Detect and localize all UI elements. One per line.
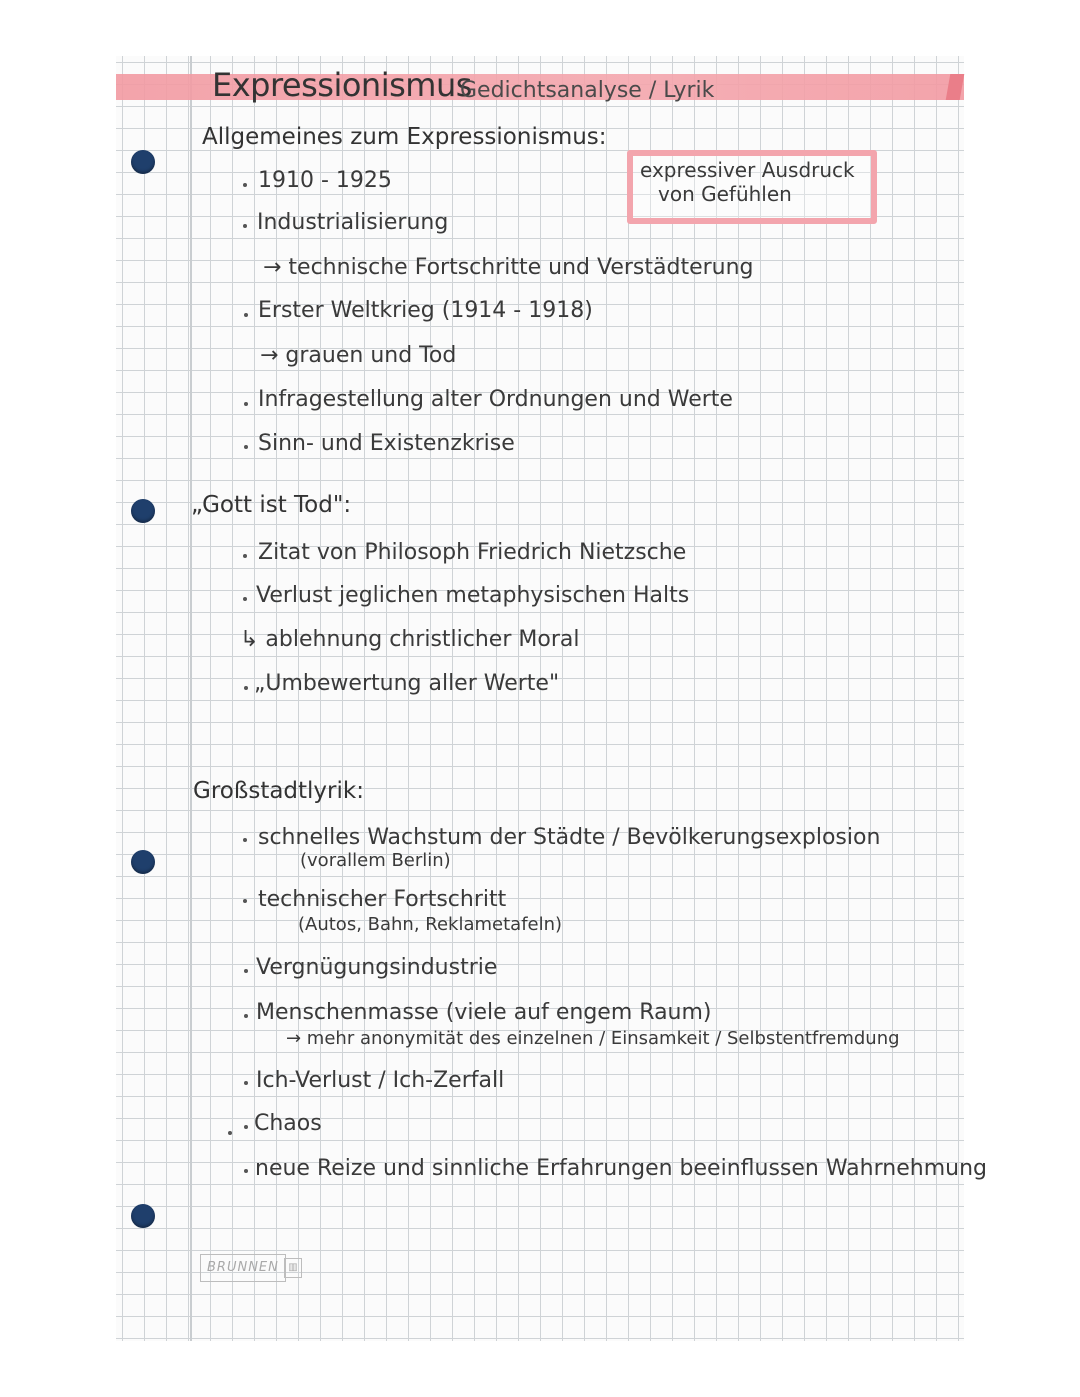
list-item: Vergnügungsindustrie — [256, 955, 498, 980]
list-item-note: → mehr anonymität des einzelnen / Einsamkeit / Selbstentfremdung — [286, 1028, 900, 1049]
page-title: Expressionismus — [212, 66, 472, 104]
brunnen-logo-icon: ▥ — [284, 1258, 302, 1278]
list-item: „Umbewertung aller Werte" — [254, 671, 560, 696]
punch-hole — [131, 850, 155, 874]
list-item: Ich-Verlust / Ich-Zerfall — [256, 1068, 505, 1093]
margin-line — [190, 56, 192, 1341]
bullet — [244, 969, 248, 973]
page-subtitle: Gedichtsanalyse / Lyrik — [460, 78, 715, 103]
list-item: 1910 - 1925 — [258, 168, 392, 193]
list-item: schnelles Wachstum der Städte / Bevölkerungsexplosion — [258, 825, 881, 850]
list-item: Zitat von Philosoph Friedrich Nietzsche — [258, 540, 687, 565]
list-item: Industrialisierung — [257, 210, 449, 235]
bullet — [244, 1169, 248, 1173]
list-item: → technische Fortschritte und Verstädterung — [263, 255, 754, 280]
brand-logo: BRUNNEN — [200, 1254, 286, 1282]
section-heading-gott-ist-tod: „Gott ist Tod": — [191, 492, 352, 518]
section-heading-grossstadtlyrik: Großstadtlyrik: — [193, 778, 364, 804]
punch-hole — [131, 150, 155, 174]
list-item: technischer Fortschritt — [258, 887, 507, 912]
list-item: Sinn- und Existenzkrise — [258, 431, 515, 456]
punch-hole — [131, 499, 155, 523]
section-heading-allgemeines: Allgemeines zum Expressionismus: — [202, 124, 607, 150]
bullet — [244, 1081, 248, 1085]
list-item: Menschenmasse (viele auf engem Raum) — [256, 1000, 712, 1025]
definition-line-1: expressiver Ausdruck — [640, 158, 855, 182]
list-item: Erster Weltkrieg (1914 - 1918) — [258, 298, 593, 323]
bullet — [243, 183, 247, 187]
definition-line-2: von Gefühlen — [658, 182, 792, 206]
list-item-note: (Autos, Bahn, Reklametafeln) — [298, 914, 563, 935]
bullet — [243, 224, 247, 228]
bullet — [244, 313, 248, 317]
list-item: neue Reize und sinnliche Erfahrungen beeinflussen Wahrnehmung — [255, 1156, 987, 1181]
bullet — [244, 402, 248, 406]
bullet — [244, 445, 248, 449]
list-item: Chaos — [254, 1111, 322, 1136]
list-item: → grauen und Tod — [260, 343, 457, 368]
list-item: Verlust jeglichen metaphysischen Halts — [256, 583, 690, 608]
bullet — [244, 686, 248, 690]
list-item: ↳ ablehnung christlicher Moral — [240, 627, 580, 652]
bullet — [243, 899, 247, 903]
bullet — [228, 1131, 232, 1135]
notebook-page — [116, 56, 964, 1341]
bullet — [243, 597, 247, 601]
bullet — [243, 838, 247, 842]
list-item: Infragestellung alter Ordnungen und Werte — [258, 387, 733, 412]
punch-hole — [131, 1204, 155, 1228]
bullet — [243, 554, 247, 558]
list-item-note: (vorallem Berlin) — [300, 850, 451, 871]
bullet — [244, 1125, 248, 1129]
bullet — [244, 1014, 248, 1018]
